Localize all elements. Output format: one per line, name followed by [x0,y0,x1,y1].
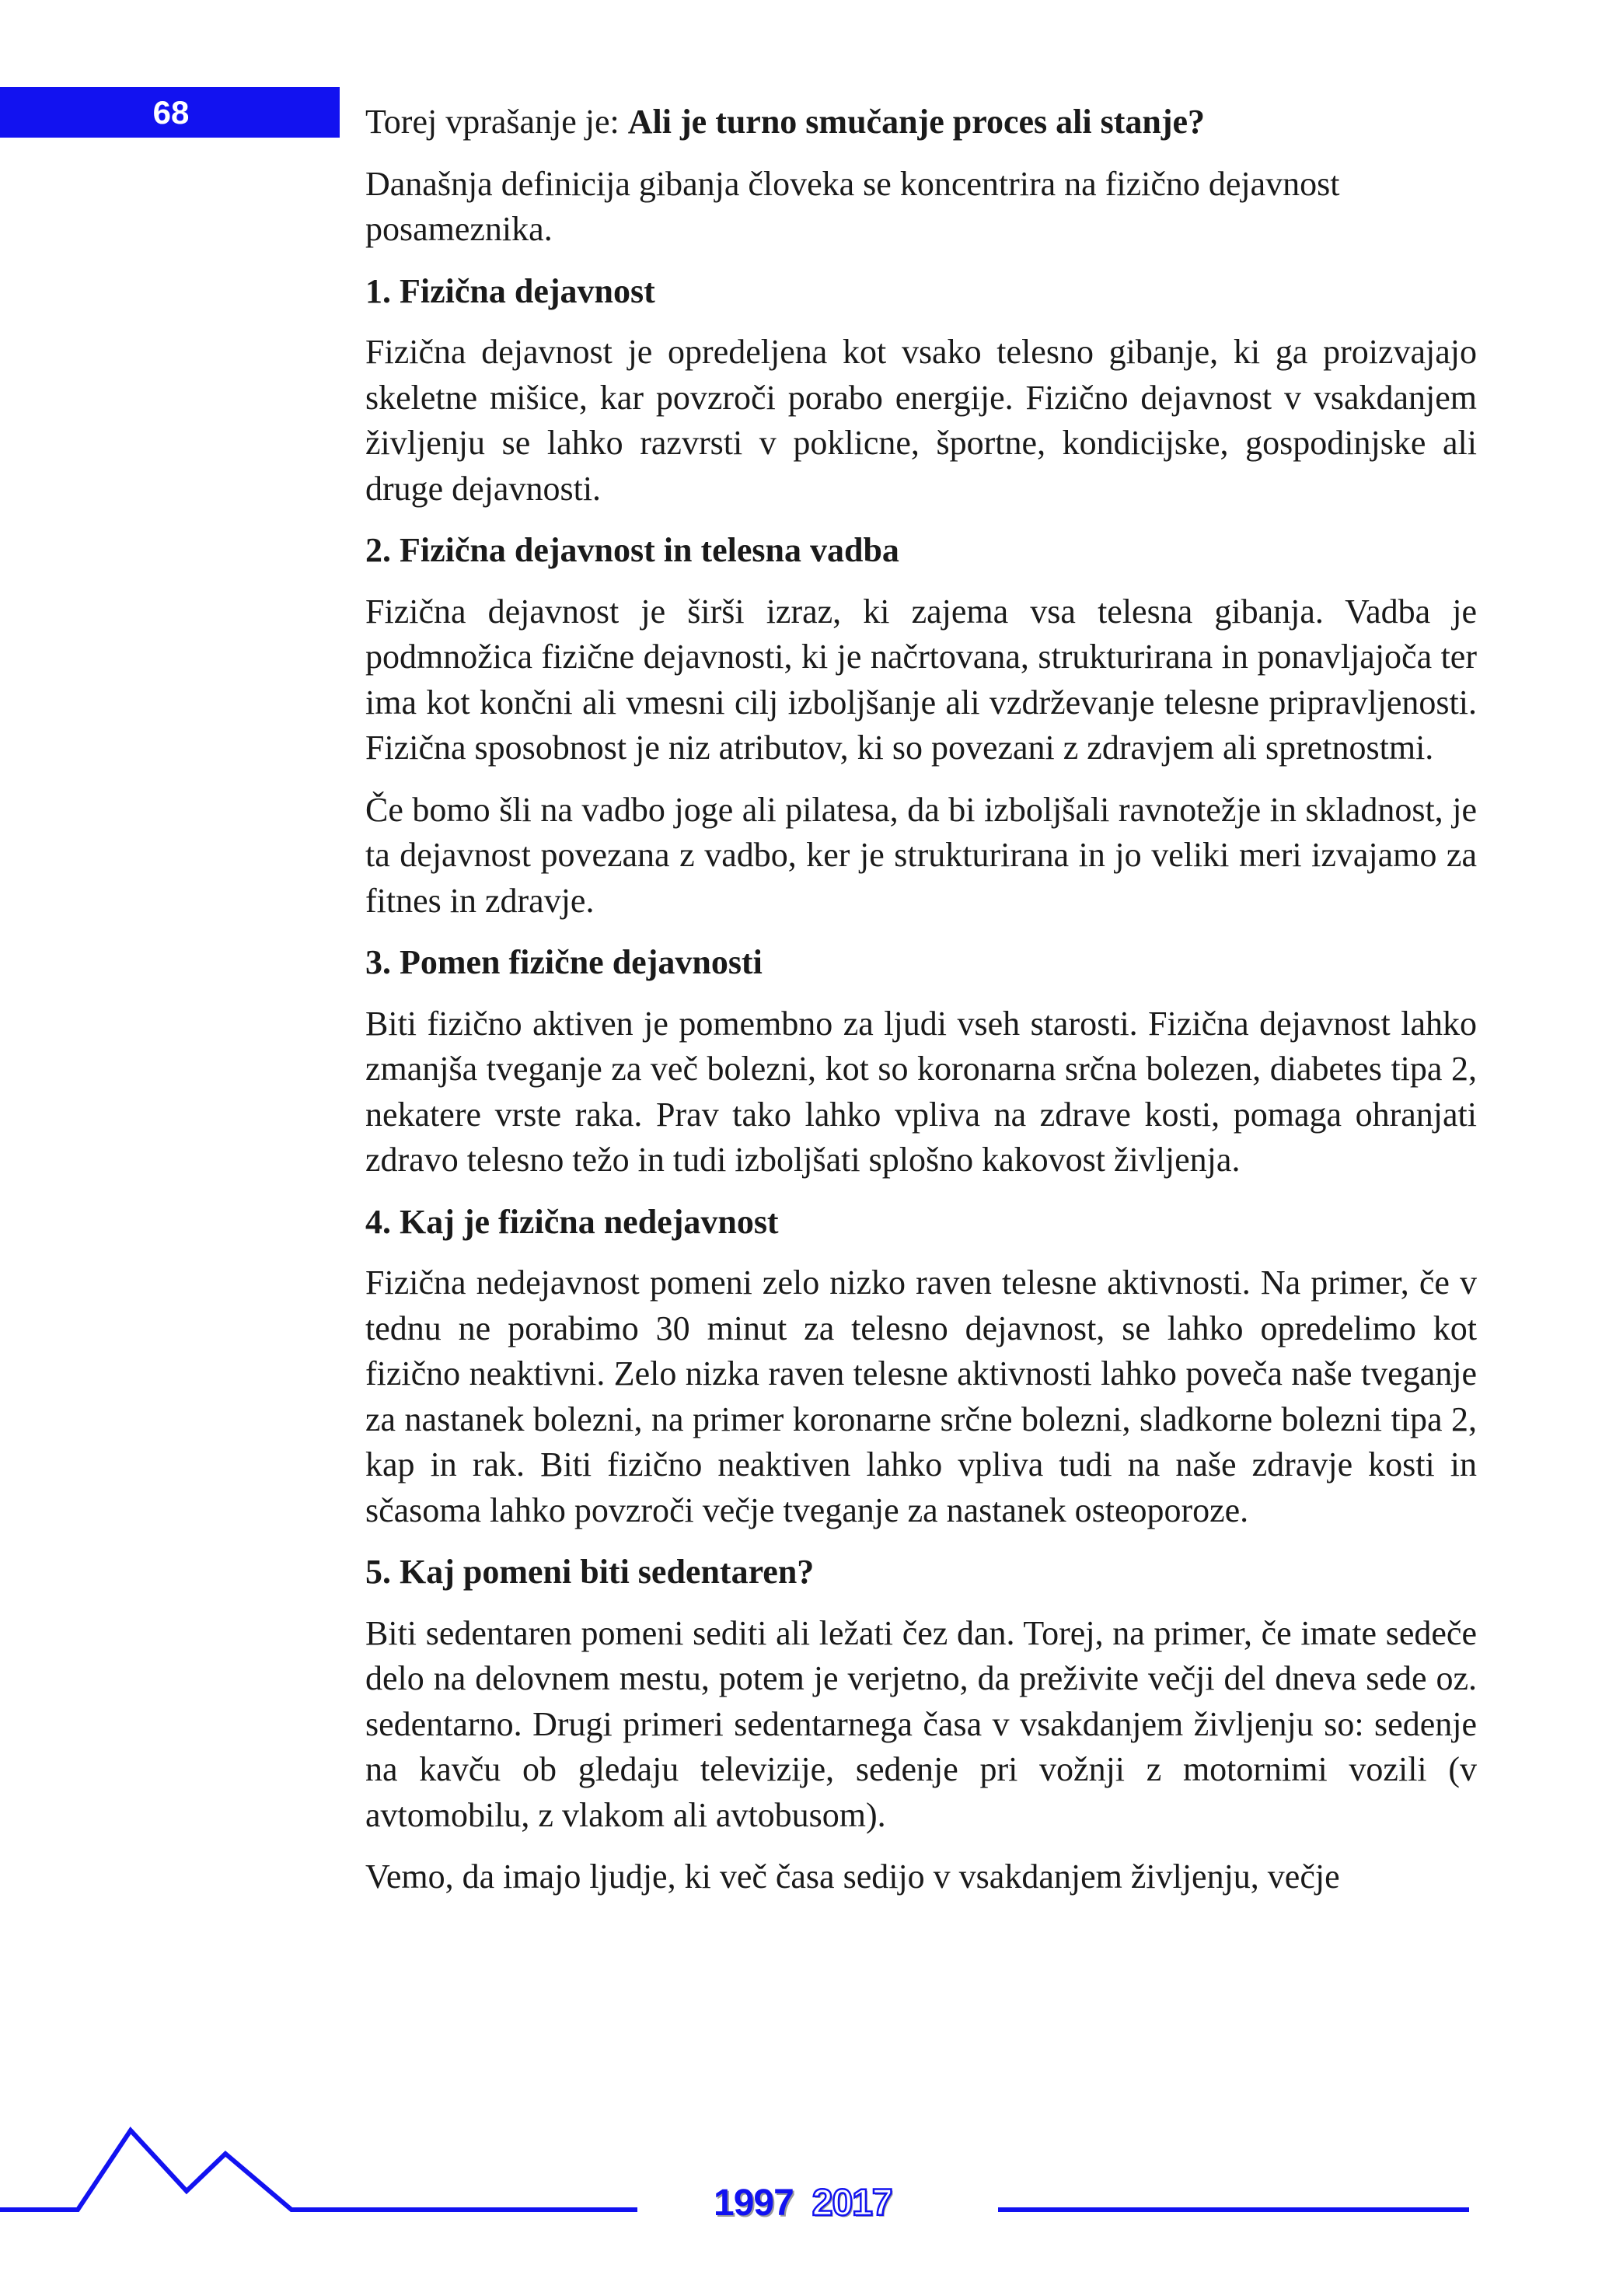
section-4-paragraph-1: Fizična nedejavnost pomeni zelo nizko raven telesne aktivnosti. Na primer, če v tednu ne porabimo 30 minut za telesno dejavnost, se lahko opredelimo kot fizično neaktivni. Zelo nizka raven telesne aktivnosti lahko poveča naše tveganje za nastanek bolezni, na primer koronarne srčne bolezni, sladkorne bolezni tipa 2, kap in rak. Biti fizično neaktiven lahko vpliva tudi na naše zdravje kosti in sčasoma lahko povzroči večje tveganje za nastanek osteoporoze. [365,1263,1477,1529]
mountain-peaks-icon [0,2130,637,2210]
section-1-paragraph-1: Fizična dejavnost je opredeljena kot vsako telesno gibanje, ki ga proizvajajo skeletne mišice, kar povzroči porabo energije. Fizično dejavnost v vsakdanjem življenju se lahko razvrsti v poklicne, športne, kondicijske, gospodinjske ali druge dejavnosti. [365,333,1477,508]
section-3-paragraph-1: Biti fizično aktiven je pomembno za ljudi vseh starosti. Fizična dejavnost lahko zmanjša tveganje za več bolezni, kot so koronarna srčna bolezen, diabetes tipa 2, nekatere vrste raka. Prav tako lahko vpliva na zdrave kosti, pomaga ohranjati zdravo telesno težo in tudi izboljšati splošno kakovost življenja. [365,1004,1477,1179]
section-5-paragraph-1: Biti sedentaren pomeni sediti ali ležati čez dan. Torej, na primer, če imate sedeče delo na delovnem mestu, potem je verjetno, da preživite večji del dneva sede oz. sedentarno. Drugi primeri sedentarnega časa v vsakdanjem življenju so: sedenje na kavču ob gledaju televizije, sedenje pri vožnji z motornimi vozili (v avtomobilu, z vlakom ali avtobusom). [365,1613,1477,1834]
section-5-paragraph-2: Vemo, da imajo ljudje, ki več časa sedijo v vsakdanjem življenju, večje [365,1857,1340,1896]
section-heading-4: 4. Kaj je fizična nedejavnost [365,1202,779,1241]
year-start: 1997 [714,2182,794,2224]
section-heading-2: 2. Fizična dejavnost in telesna vadba [365,531,899,569]
intro-question [365,100,1477,145]
section-heading-3: 3. Pomen fizične dejavnosti [365,943,763,981]
intro-definition: Današnja definicija gibanja človeka se koncentrira na fizično dejavnost posameznika. [365,164,1340,248]
year-end: 2017 [811,2182,892,2224]
section-heading-1: 1. Fizična dejavnost [365,271,655,310]
section-2-paragraph-2: Če bomo šli na vadbo joge ali pilatesa, da bi izboljšali ravnotežje in skladnost, je ta dejavnost povezana z vadbo, ker je strukturirana in jo veliki meri izvajamo za fitnes in zdravje. [365,790,1477,920]
footer-years [714,2175,892,2230]
section-heading-5: 5. Kaj pomeni biti sedentaren? [365,1553,815,1591]
question-bold: Ali je turno smučanje proces ali stanje? [627,103,1206,141]
question-prefix: Torej vprašanje je: [365,103,628,141]
page-number-tab [0,87,340,138]
page-content [365,100,1477,1917]
page-number: 68 [152,94,190,131]
section-2-paragraph-1: Fizična dejavnost je širši izraz, ki zajema vsa telesna gibanja. Vadba je podmnožica fizične dejavnosti, ki je načrtovana, strukturirana in ponavljajoča ter ima kot končni ali vmesni cilj izboljšanje ali vzdrževanje telesne pripravljenosti. Fizična sposobnost je niz atributov, ki so povezani z zdravjem ali spretnostmi. [365,592,1477,767]
